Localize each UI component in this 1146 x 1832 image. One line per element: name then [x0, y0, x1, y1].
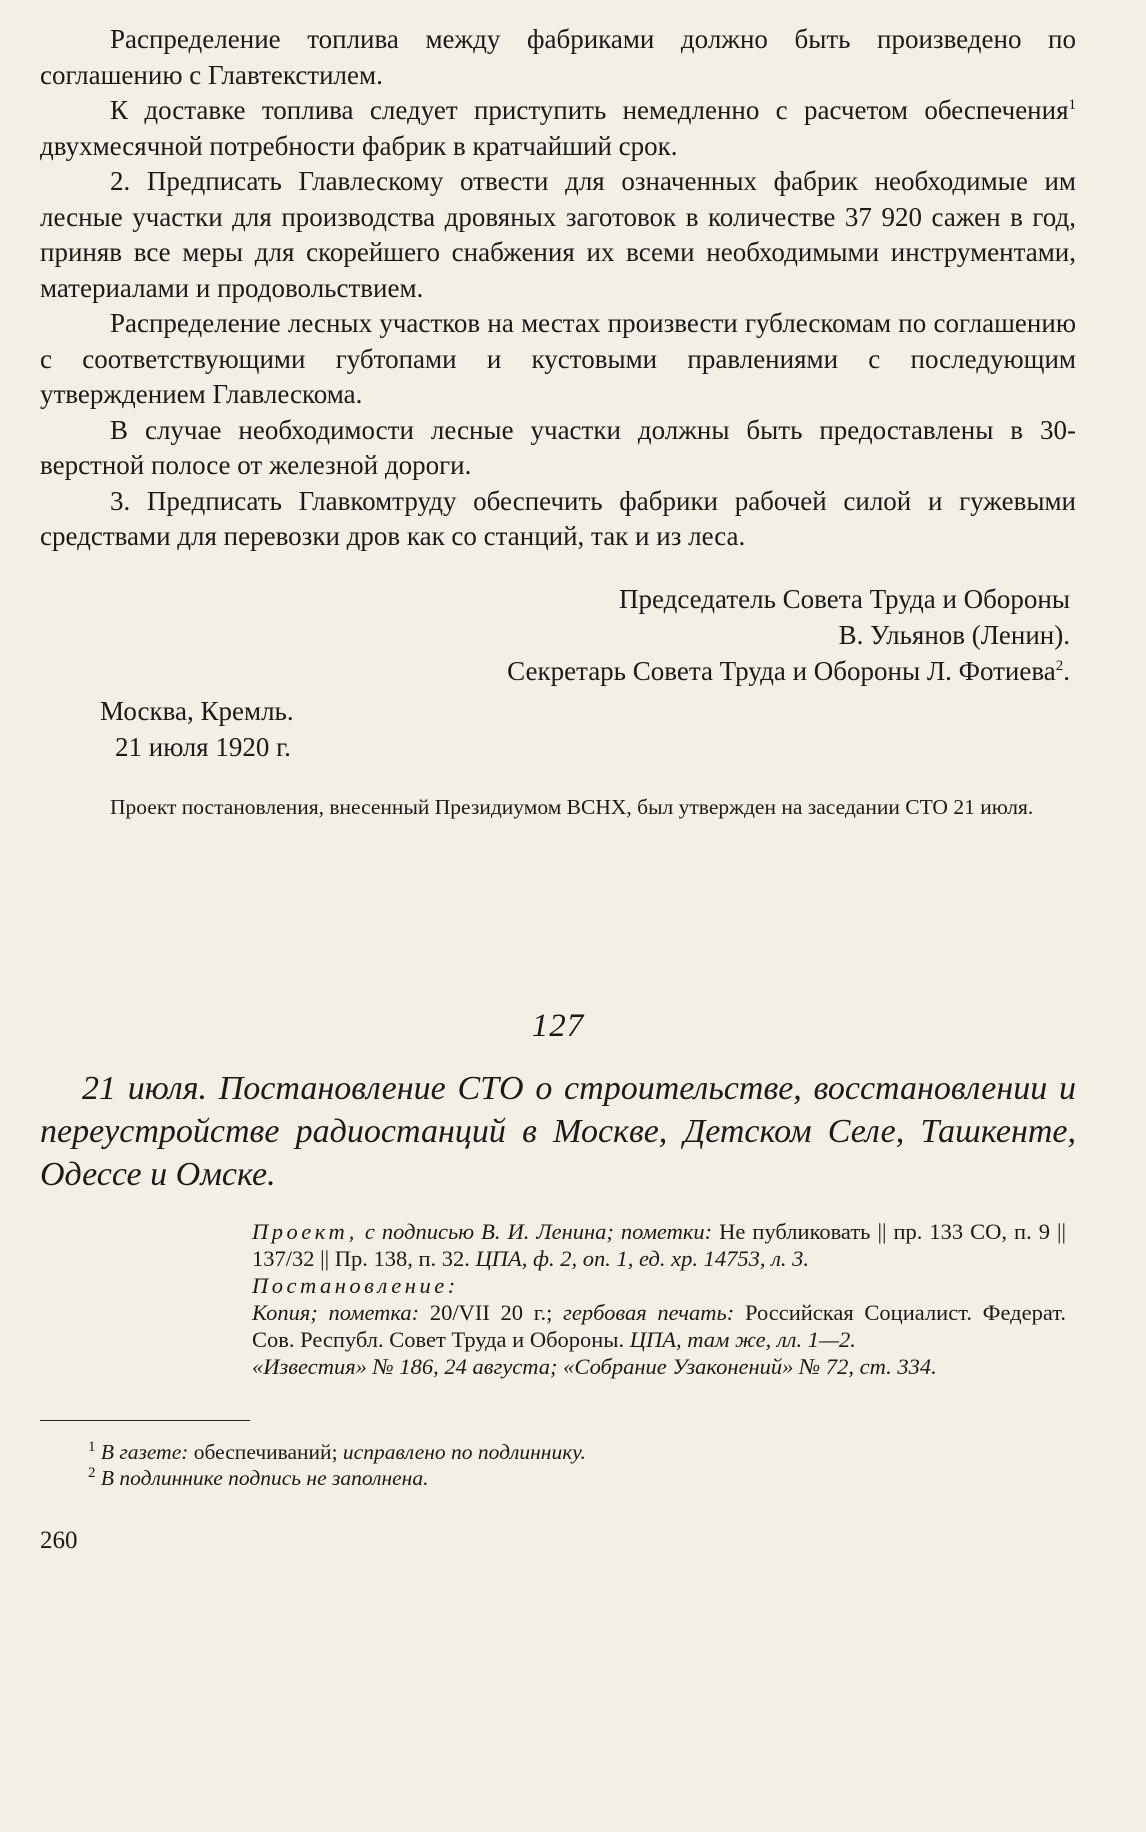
archive-copy — [252, 1299, 1066, 1353]
archive-seal-text: Российская Социалист. Федерат. Сов. Республ. Совет Труда и Обороны. — [252, 1299, 1067, 1352]
archive-project-marks: Не публиковать || пр. 133 СО, п. 9 || 137/32 || Пр. 138, п. 32. — [252, 1218, 1067, 1271]
paragraph-fuel-delivery-text: К доставке топлива следует приступить немедленно с расчетом обеспечения — [110, 95, 1069, 125]
document-title: 21 июля. Постановление СТО о строительстве, восстановлении и переустройстве радиостанций в Москве, Детском Селе, Ташкенте, Одессе и Омске. — [40, 1069, 1076, 1193]
archive-references — [252, 1218, 1066, 1380]
footnote-1-tail: исправлено по подлиннику. — [337, 1439, 586, 1464]
footnote-2-mark: 2 — [88, 1464, 96, 1481]
footnotes — [40, 1439, 1076, 1491]
footnote-ref-1: 1 — [1068, 97, 1076, 113]
paragraph-fuel-delivery — [40, 93, 1076, 164]
archive-copy-ref: ЦПА, там же, лл. 1—2. — [624, 1326, 856, 1352]
archive-copy-label: Копия; пометка: — [252, 1299, 420, 1325]
page-number: 260 — [40, 1526, 78, 1554]
footnote-ref-2: 2 — [1055, 657, 1064, 674]
signature-chairman-title: Председатель Совета Труда и Обороны — [619, 583, 1070, 614]
archive-project — [252, 1218, 1066, 1272]
archive-seal-label: гербовая печать: — [552, 1299, 735, 1325]
paragraph-item-3: 3. Предписать Главкомтруду обеспечить фабрики рабочей силой и гужевыми средствами для перевозки дров как со станций, так и из леса. — [40, 485, 1076, 551]
signature-secretary — [40, 653, 1076, 689]
paragraph-forest-distribution: Распределение лесных участков на местах произвести гублескомам по соглашению с соответствующими губтопами и кустовыми правлениями с последующим утверждением Главлескома. — [40, 308, 1076, 409]
paragraph-forest-zone: В случае необходимости лесные участки должны быть предоставлены в 30-верстной полосе от железной дороги. — [40, 414, 1076, 480]
archive-resolution-label: Постановление: — [252, 1272, 459, 1298]
signature-secretary-text: Секретарь Совета Труда и Обороны Л. Фотиева — [507, 655, 1056, 686]
footnote-1-label: В газете: — [100, 1439, 189, 1464]
signature-secretary-tail: . — [1063, 655, 1070, 686]
archive-publications: «Известия» № 186, 24 августа; «Собрание Узаконений» № 72, ст. 334. — [252, 1353, 937, 1379]
archive-project-ref: ЦПА, ф. 2, оп. 1, ед. хр. 14753, л. 3. — [469, 1245, 810, 1271]
footnote-1-mark: 1 — [88, 1438, 96, 1455]
footnote-2 — [88, 1465, 1076, 1491]
archive-copy-mark: 20/VII 20 г.; — [419, 1299, 553, 1325]
archive-project-desc: с подписью В. И. Ленина; пометки: — [357, 1218, 713, 1244]
document-page — [40, 22, 1076, 1555]
archive-project-label: Проект, — [252, 1218, 358, 1244]
paragraph-fuel-distribution: Распределение топлива между фабриками должно быть произведено по соглашению с Главтекстилем. — [40, 24, 1076, 90]
footnote-divider — [40, 1420, 250, 1421]
signature-place: Москва, Кремль. — [100, 695, 294, 726]
footnote-1-text: обеспечиваний; — [188, 1439, 338, 1464]
footnote-2-label: В подлиннике подпись не заполнена. — [100, 1465, 429, 1490]
document-number: 127 — [531, 1007, 585, 1044]
signature-block — [40, 581, 1076, 765]
footnote-1 — [88, 1439, 1076, 1465]
signature-date: 21 июля 1920 г. — [115, 731, 291, 762]
archive-resolution-heading — [252, 1272, 1066, 1299]
paragraph-fuel-delivery-tail: двухмесячной потребности фабрик в кратчайший срок. — [40, 130, 678, 161]
signature-chairman-name: В. Ульянов (Ленин). — [838, 619, 1070, 650]
paragraph-item-2: 2. Предписать Главлескому отвести для означенных фабрик необходимые им лесные участки для производства дровяных заготовок в количестве 37 920 сажен в год, приняв все меры для скорейшего снабжения их всеми необходимыми инструментами, материалами и продовольствием. — [40, 166, 1076, 303]
editorial-note: Проект постановления, внесенный Президиумом ВСНХ, был утвержден на заседании СТО 21 июля. — [110, 794, 1034, 819]
